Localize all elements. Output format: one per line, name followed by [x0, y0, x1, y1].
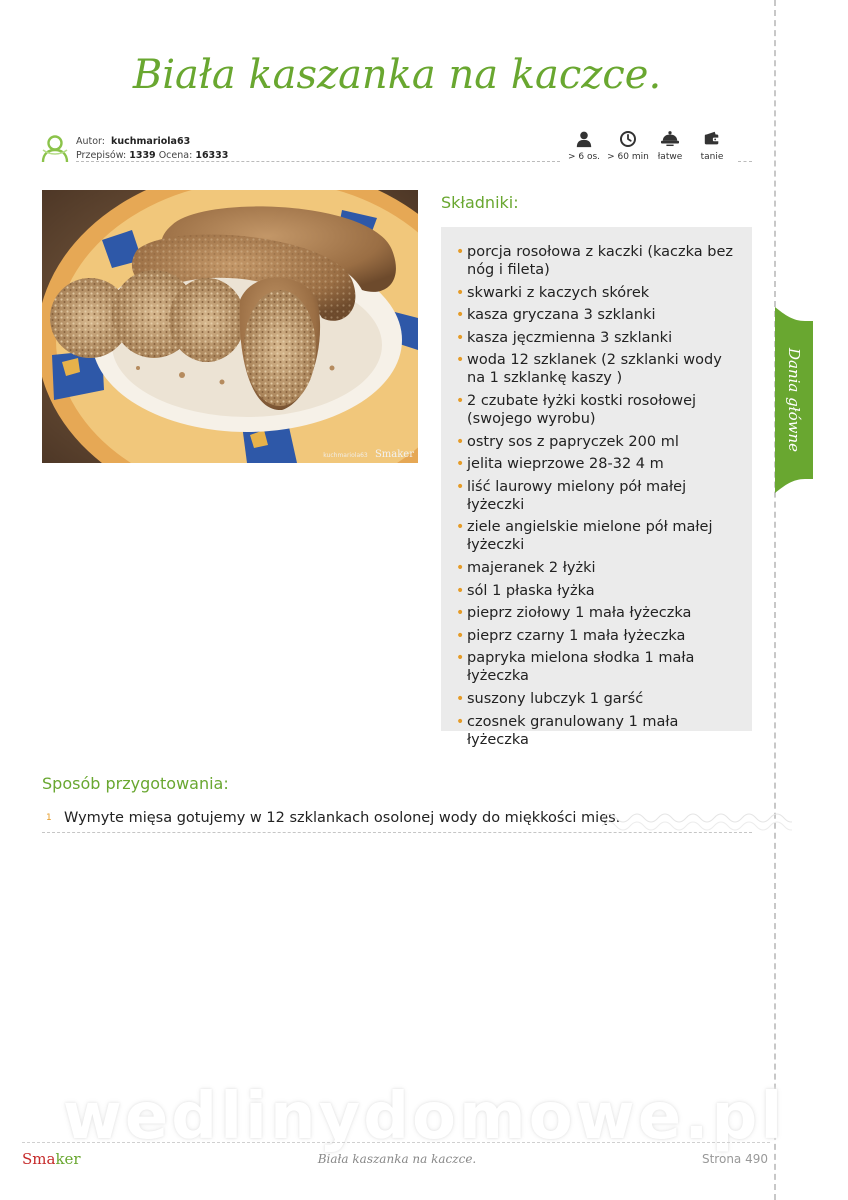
ingredient-item [455, 518, 744, 554]
ingredient-item [455, 582, 744, 600]
ingredient-text: pieprz ziołowy 1 mała łyżeczka [467, 605, 692, 622]
ingredient-text: kasza gryczana 3 szklanki [467, 307, 656, 324]
recipes-count: 1339 [129, 150, 156, 161]
photo-watermark-brand: Smaker [374, 449, 414, 460]
logo-part-sma: Sma [22, 1150, 56, 1168]
ingredients-box [441, 227, 752, 748]
recipe-title: Biała kaszanka na kaczce. [132, 52, 662, 98]
ingredient-item [455, 243, 744, 279]
person-icon [575, 130, 593, 148]
ingredient-text: ziele angielskie mielone pół małej łyżeczki [467, 519, 713, 554]
category-tab-label[interactable]: Dania główne [785, 347, 803, 452]
ingredient-item [455, 713, 744, 749]
meta-time [606, 130, 650, 162]
clock-icon [619, 130, 637, 148]
page-number: Strona 490 [701, 1152, 768, 1166]
ingredient-text: skwarki z kaczych skórek [467, 284, 650, 301]
ingredient-text: ostry sos z papryczek 200 ml [467, 433, 679, 450]
meta-separator [76, 161, 560, 162]
photo-watermark-user: kuchmariola63 [323, 452, 368, 459]
footer-recipe-title: Biała kaszanka na kaczce. [317, 1152, 477, 1166]
author-block [40, 132, 562, 162]
bullet-icon: • [456, 433, 465, 450]
step-number: 1 [46, 813, 52, 823]
ingredient-item [455, 455, 744, 473]
rating-value: 16333 [195, 150, 229, 161]
meta-cost [690, 130, 734, 162]
smaker-user-icon [40, 134, 70, 164]
step-text: Wymyte mięsa gotujemy w 12 szklankach osolonej wody do miękkości mięs. [64, 810, 621, 826]
author-name-link[interactable]: kuchmariola63 [111, 136, 191, 147]
meta-dash-end [738, 161, 752, 162]
recipe-photo [42, 190, 418, 463]
bullet-icon: • [456, 329, 465, 346]
ingredient-text: 2 czubate łyżki kostki rosołowej (swojego wyrobu) [467, 392, 697, 427]
ingredient-text: papryka mielona słodka 1 mała łyżeczka [467, 650, 695, 685]
author-label: Autor: [76, 136, 105, 147]
meta-time-label: > 60 min [607, 152, 649, 162]
ingredient-text: czosnek granulowany 1 mała łyżeczka [467, 713, 679, 748]
site-watermark: wedlinydomowe.pl [62, 1080, 786, 1154]
bullet-icon: • [456, 605, 465, 622]
ingredient-item [455, 649, 744, 685]
ingredient-text: woda 12 szklanek (2 szklanki wody na 1 szklankę kaszy ) [467, 352, 722, 387]
difficulty-icon [660, 130, 680, 148]
footer-divider [22, 1142, 770, 1143]
bullet-icon: • [456, 284, 465, 301]
ingredient-text: liść laurowy mielony pół małej łyżeczki [467, 478, 687, 513]
ingredient-text: majeranek 2 łyżki [467, 559, 596, 576]
cut-line-dashed [774, 0, 776, 1200]
ingredient-item [455, 478, 744, 514]
bullet-icon: • [456, 478, 465, 495]
ingredient-item [455, 329, 744, 347]
bullet-icon: • [456, 352, 465, 369]
wallet-icon [703, 130, 721, 148]
bullet-icon: • [456, 307, 465, 324]
author-info [76, 135, 228, 163]
meta-cost-label: tanie [700, 152, 724, 162]
bullet-icon: • [456, 650, 465, 667]
ingredient-text: suszony lubczyk 1 garść [467, 690, 644, 707]
ingredient-item [455, 351, 744, 387]
sausage-photo-illustration [42, 190, 418, 463]
step-divider [42, 832, 752, 833]
author-line [76, 135, 228, 149]
recipes-label: Przepisów: [76, 150, 127, 161]
bullet-icon: • [456, 392, 465, 409]
meta-servings [562, 130, 606, 162]
meta-servings-label: > 6 os. [567, 152, 601, 162]
ingredient-item [455, 604, 744, 622]
ingredient-text: jelita wieprzowe 28-32 4 m [467, 456, 664, 473]
ingredient-text: porcja rosołowa z kaczki (kaczka bez nóg i fileta) [467, 244, 734, 278]
preparation-step [42, 808, 752, 834]
bullet-icon: • [456, 559, 465, 576]
ingredients-list [455, 243, 744, 749]
ingredient-text: sól 1 płaska łyżka [467, 582, 595, 599]
bullet-icon: • [456, 456, 465, 473]
bullet-icon: • [456, 713, 465, 730]
bullet-icon: • [456, 519, 465, 536]
ingredient-item [455, 627, 744, 645]
ingredient-text: pieprz czarny 1 mała łyżeczka [467, 627, 686, 644]
bullet-icon: • [456, 690, 465, 707]
preparation-heading: Sposób przygotowania: [42, 774, 229, 793]
ingredient-item [455, 284, 744, 302]
bullet-icon: • [456, 582, 465, 599]
meta-difficulty [648, 130, 692, 162]
ingredient-item [455, 559, 744, 577]
ingredient-text: kasza jęczmienna 3 szklanki [467, 329, 673, 346]
meta-difficulty-label: łatwe [657, 152, 683, 162]
rating-label: Ocena: [158, 150, 193, 161]
bullet-icon: • [456, 244, 465, 260]
ingredient-item [455, 306, 744, 324]
ingredient-item [455, 433, 744, 451]
step-decoration [602, 808, 792, 834]
ingredient-item [455, 690, 744, 708]
photo-watermark [323, 449, 414, 460]
bullet-icon: • [456, 627, 465, 644]
recipe-meta [562, 130, 752, 170]
ingredient-item [455, 392, 744, 428]
ingredients-heading: Składniki: [441, 193, 519, 212]
logo-part-ker: ker [55, 1150, 81, 1168]
